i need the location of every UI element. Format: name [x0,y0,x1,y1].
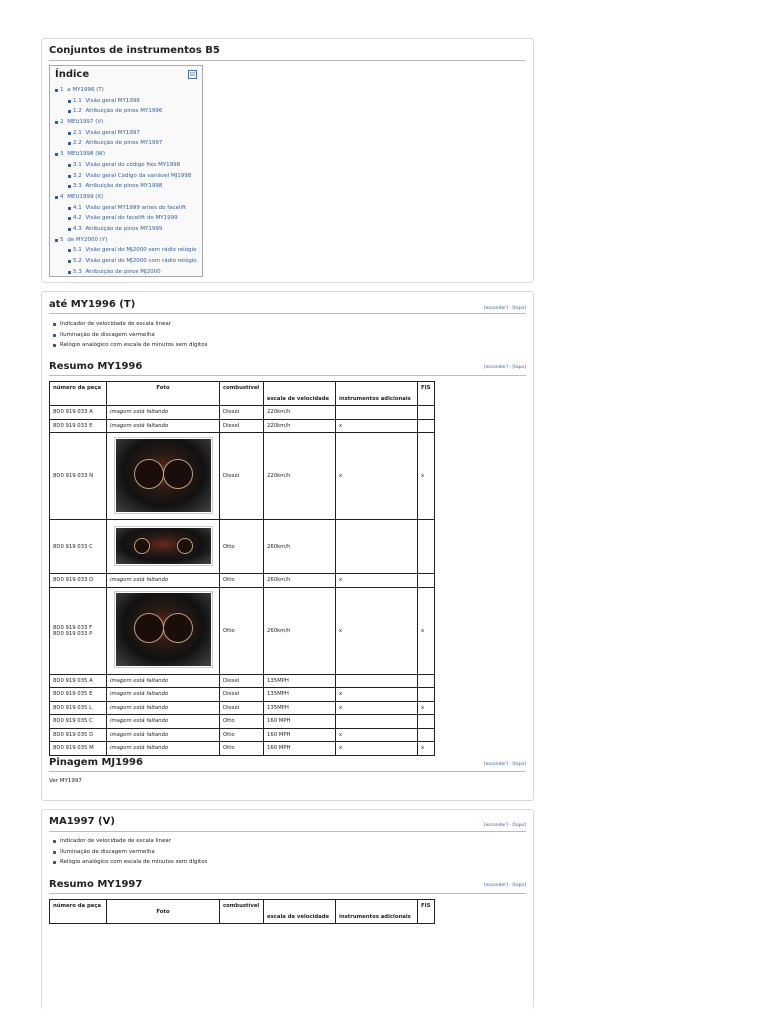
divider [49,375,526,376]
table-row [50,587,435,674]
table-row [50,688,435,702]
table-row [50,701,435,715]
speed-cell: 135MPH [264,674,336,688]
toc-list [56,85,197,277]
toc-item-label[interactable]: Visão geral MY1997 [85,129,140,136]
table-row [50,715,435,729]
feature-list-my1997 [53,836,207,868]
speed-cell: 160 MPH [264,728,336,742]
col-extra: instrumentos adicionais [336,382,418,406]
fis-cell [418,715,435,729]
fuel-cell: Diesel [220,419,264,433]
part-number-cell [50,587,107,674]
toc-item[interactable] [56,85,197,96]
hide-top-link[interactable]: [esconder] - [topo] [483,823,526,828]
toc-item-number: 2 [60,119,64,126]
toc-item-number: 2.1 [73,129,82,136]
part-number-cell [50,574,107,588]
speed-cell: 220km/h [264,433,336,520]
part-number-cell [50,674,107,688]
title-divider [49,60,526,61]
summary-title-my1997: Resumo MY1997 [49,879,143,890]
toc-item-label[interactable]: MEU1999 (X) [67,193,104,200]
fuel-cell: Otto [220,728,264,742]
fis-cell [418,419,435,433]
toc-item[interactable] [56,235,197,246]
toc-item-number: 4.1 [73,204,82,211]
fuel-cell: Otto [220,587,264,674]
speed-cell: 160 MPH [264,715,336,729]
toc-item[interactable] [56,256,197,267]
extra-cell [336,406,418,420]
hide-top-link[interactable]: [esconder] - [topo] [483,762,526,767]
toc-item-label[interactable]: Atribuição de pinos MY1997 [85,140,163,147]
fis-cell [418,674,435,688]
extra-cell: x [336,728,418,742]
extra-cell [336,674,418,688]
feature-list-my1996 [53,319,207,351]
fis-cell [418,574,435,588]
toc-item[interactable] [56,171,197,182]
part-number: 8D0 919 033 C [53,543,93,550]
part-number-cell [50,433,107,520]
toc-item[interactable] [56,192,197,203]
missing-image-text: imagem está faltando [110,677,169,684]
instrument-cluster-photo[interactable] [114,437,213,514]
fuel-cell: Otto [220,715,264,729]
fis-cell [418,520,435,574]
parts-table-my1996 [49,381,435,756]
part-number: 8D0 919 033 P [53,630,93,637]
col-part: número da peça [50,900,107,924]
toc-item-number: 4.3 [73,225,82,232]
toc-item-label[interactable]: Atribuição de pinos MY1996 [85,108,163,115]
toc-item[interactable] [56,149,197,160]
photo-cell [107,701,220,715]
toc-item[interactable] [56,213,197,224]
col-fis: FIS [418,900,435,924]
part-number-cell [50,715,107,729]
hide-top-link[interactable]: [esconder] - [topo] [483,365,526,370]
toc-item-label[interactable]: Visão geral MY1999 antes do facelift [85,204,187,211]
section-my1997 [41,809,534,1009]
part-number: 8D0 919 033 E [53,422,93,429]
extra-cell: x [336,742,418,756]
toc-item[interactable] [56,245,197,256]
table-header-row [50,382,435,406]
instrument-cluster-photo[interactable] [114,526,213,566]
toc-item-number: 1 [60,87,64,93]
speed-cell: 220km/h [264,419,336,433]
toc-title: Índice [55,69,90,80]
section-my1996 [41,291,534,801]
toc-item-number: 4.2 [73,215,82,222]
parts-table-my1997 [49,899,435,924]
toc-item[interactable] [56,203,197,214]
table-row [50,406,435,420]
table-row [50,520,435,574]
missing-image-text: imagem está faltando [110,422,169,429]
toc-item-label[interactable]: MEU1998 (W) [67,151,105,158]
part-number-cell [50,520,107,574]
toc-item[interactable] [56,96,197,107]
col-extra: instrumentos adicionais [336,900,418,924]
part-number: 8D0 919 033 N [53,473,94,479]
toc-item-number: 2.2 [73,140,82,147]
divider [49,771,526,772]
part-number-cell [50,701,107,715]
part-number: 8D0 919 033 D [53,577,94,584]
photo-cell [107,715,220,729]
extra-cell: x [336,701,418,715]
fuel-cell: Otto [220,520,264,574]
toc-item-label[interactable]: Atribuição de pinos MY1998 [85,183,163,190]
toc-item-label[interactable]: Visão geral do facelift do MY1999 [85,215,178,222]
toc-item-label[interactable]: Visão geral MY1996 [85,97,140,104]
photo-cell [107,419,220,433]
divider [49,831,526,832]
toc-item-label[interactable]: Visão geral do código fixo MY1998 [85,161,181,168]
table-of-contents [49,65,203,277]
divider [49,893,526,894]
missing-image-text: imagem está faltando [110,731,169,738]
speed-cell: 135MPH [264,688,336,702]
divider [49,313,526,314]
part-number: 8D0 919 033 A [53,409,93,416]
extra-cell: x [336,433,418,520]
toc-item-label[interactable]: de MY2000 (Y) [67,236,108,243]
pinout-title-my1996: Pinagem MJ1996 [49,757,143,768]
fis-cell: x [418,587,435,674]
page-title: Conjuntos de instrumentos B5 [49,45,220,56]
toc-item[interactable] [56,117,197,128]
photo-cell [107,433,220,520]
table-row [50,674,435,688]
extra-cell: x [336,688,418,702]
photo-cell [107,574,220,588]
feature-bullet: Relógio analógico com escala de minutos sem dígitos [53,857,207,868]
speed-cell: 160 MPH [264,742,336,756]
hide-top-link[interactable]: [esconder] - [topo] [483,306,526,311]
col-speed: escala de velocidade [264,382,336,406]
col-speed: escala de velocidade [264,900,336,924]
toc-item-number: 5.3 [73,268,82,275]
table-row [50,742,435,756]
instrument-cluster-photo[interactable] [114,591,213,668]
hide-top-link[interactable]: [esconder] - [topo] [483,883,526,888]
summary-title-my1996: Resumo MY1996 [49,361,143,372]
part-number-cell [50,406,107,420]
fis-cell [418,728,435,742]
missing-image-text: imagem está faltando [110,409,169,416]
part-number-cell [50,742,107,756]
missing-image-text: imagem está faltando [110,718,169,725]
feature-bullet: Indicador de velocidade de escala linear [53,836,207,847]
photo-cell [107,520,220,574]
toc-item[interactable] [56,181,197,192]
col-fuel: combustível [220,900,264,924]
pinout-text: Ver MY1997 [49,778,82,784]
col-photo: Foto [107,900,220,924]
photo-cell [107,406,220,420]
col-photo: Foto [107,382,220,406]
part-number: 8D0 919 035 L [53,704,93,711]
extra-cell [336,715,418,729]
toc-item[interactable] [56,160,197,171]
photo-cell [107,587,220,674]
fuel-cell: Diesel [220,701,264,715]
toc-item-number: 3.1 [73,161,82,168]
toc-item-number: 3.3 [73,183,82,190]
toc-item[interactable] [56,128,197,139]
feature-bullet: Iluminação de discagem vermelha [53,847,207,858]
part-number: 8D0 919 035 C [53,718,93,725]
toc-item-label[interactable]: MEU1997 (V) [67,119,104,126]
feature-bullet: Iluminação de discagem vermelha [53,330,207,341]
table-row [50,433,435,520]
toc-item[interactable] [56,106,197,117]
toc-item-number: 1.2 [73,108,82,115]
toc-item-label[interactable]: a MY1996 (T) [67,87,104,93]
table-row [50,728,435,742]
missing-image-text: imagem está faltando [110,704,169,711]
toc-item-number: 5.2 [73,258,82,264]
toc-item[interactable] [56,224,197,235]
toc-item-number: 3.2 [73,172,82,179]
collapse-icon[interactable]: ⊟ [189,71,196,78]
toc-item-number: 1.1 [73,97,82,104]
section-title-my1996: até MY1996 (T) [49,299,136,310]
fuel-cell: Diesel [220,433,264,520]
speed-cell: 260km/h [264,574,336,588]
fuel-cell: Otto [220,742,264,756]
toc-item-label[interactable]: Visão geral Código da variável MJ1998 [85,172,192,179]
missing-image-text: imagem está faltando [110,577,169,584]
table-row [50,574,435,588]
part-number: 8D0 919 035 A [53,677,93,684]
fuel-cell: Diesel [220,674,264,688]
toc-item-label[interactable]: Atribuição de pinos MJ2000 [85,268,161,275]
fuel-cell: Otto [220,574,264,588]
photo-cell [107,728,220,742]
fis-cell [418,688,435,702]
toc-item-number: 5.1 [73,247,82,254]
fis-cell: x [418,433,435,520]
part-number: 8D0 919 035 E [53,691,93,698]
extra-cell: x [336,587,418,674]
toc-panel [41,38,534,283]
speed-cell: 260km/h [264,587,336,674]
fuel-cell: Diesel [220,688,264,702]
toc-item-label[interactable]: Atribuição de pinos MY1999 [85,225,163,232]
section-title-my1997: MA1997 (V) [49,816,115,827]
col-fuel: combustível [220,382,264,406]
part-number: 8D0 919 033 F [53,624,93,631]
feature-bullet: Indicador de velocidade de escala linear [53,319,207,330]
speed-cell: 135MPH [264,701,336,715]
part-number-cell [50,419,107,433]
toc-item-number: 5 [60,236,64,243]
fis-cell: x [418,701,435,715]
toc-item-label[interactable]: Visão geral do MJ2000 com rádio relógio [85,258,197,264]
photo-cell [107,742,220,756]
extra-cell: x [336,419,418,433]
speed-cell: 260km/h [264,520,336,574]
photo-cell [107,688,220,702]
col-fis: FIS [418,382,435,406]
table-row [50,419,435,433]
fuel-cell: Diesel [220,406,264,420]
extra-cell [336,520,418,574]
part-number: 8D0 919 035 M [53,745,94,752]
extra-cell: x [336,574,418,588]
toc-item-number: 3 [60,151,64,158]
toc-item-number: 4 [60,193,64,200]
part-number-cell [50,728,107,742]
col-part: número da peça [50,382,107,406]
toc-item[interactable] [56,138,197,149]
fis-cell: x [418,742,435,756]
missing-image-text: imagem está faltando [110,691,169,698]
part-number: 8D0 919 035 D [53,731,94,738]
toc-item[interactable] [56,267,197,278]
feature-bullet: Relógio analógico com escala de minutos sem dígitos [53,340,207,351]
speed-cell: 220km/h [264,406,336,420]
missing-image-text: imagem está faltando [110,745,169,752]
toc-item-label[interactable]: Visão geral do MJ2000 sem rádio relógio [85,247,197,254]
photo-cell [107,674,220,688]
table-header-row [50,900,435,924]
part-number-cell [50,688,107,702]
fis-cell [418,406,435,420]
